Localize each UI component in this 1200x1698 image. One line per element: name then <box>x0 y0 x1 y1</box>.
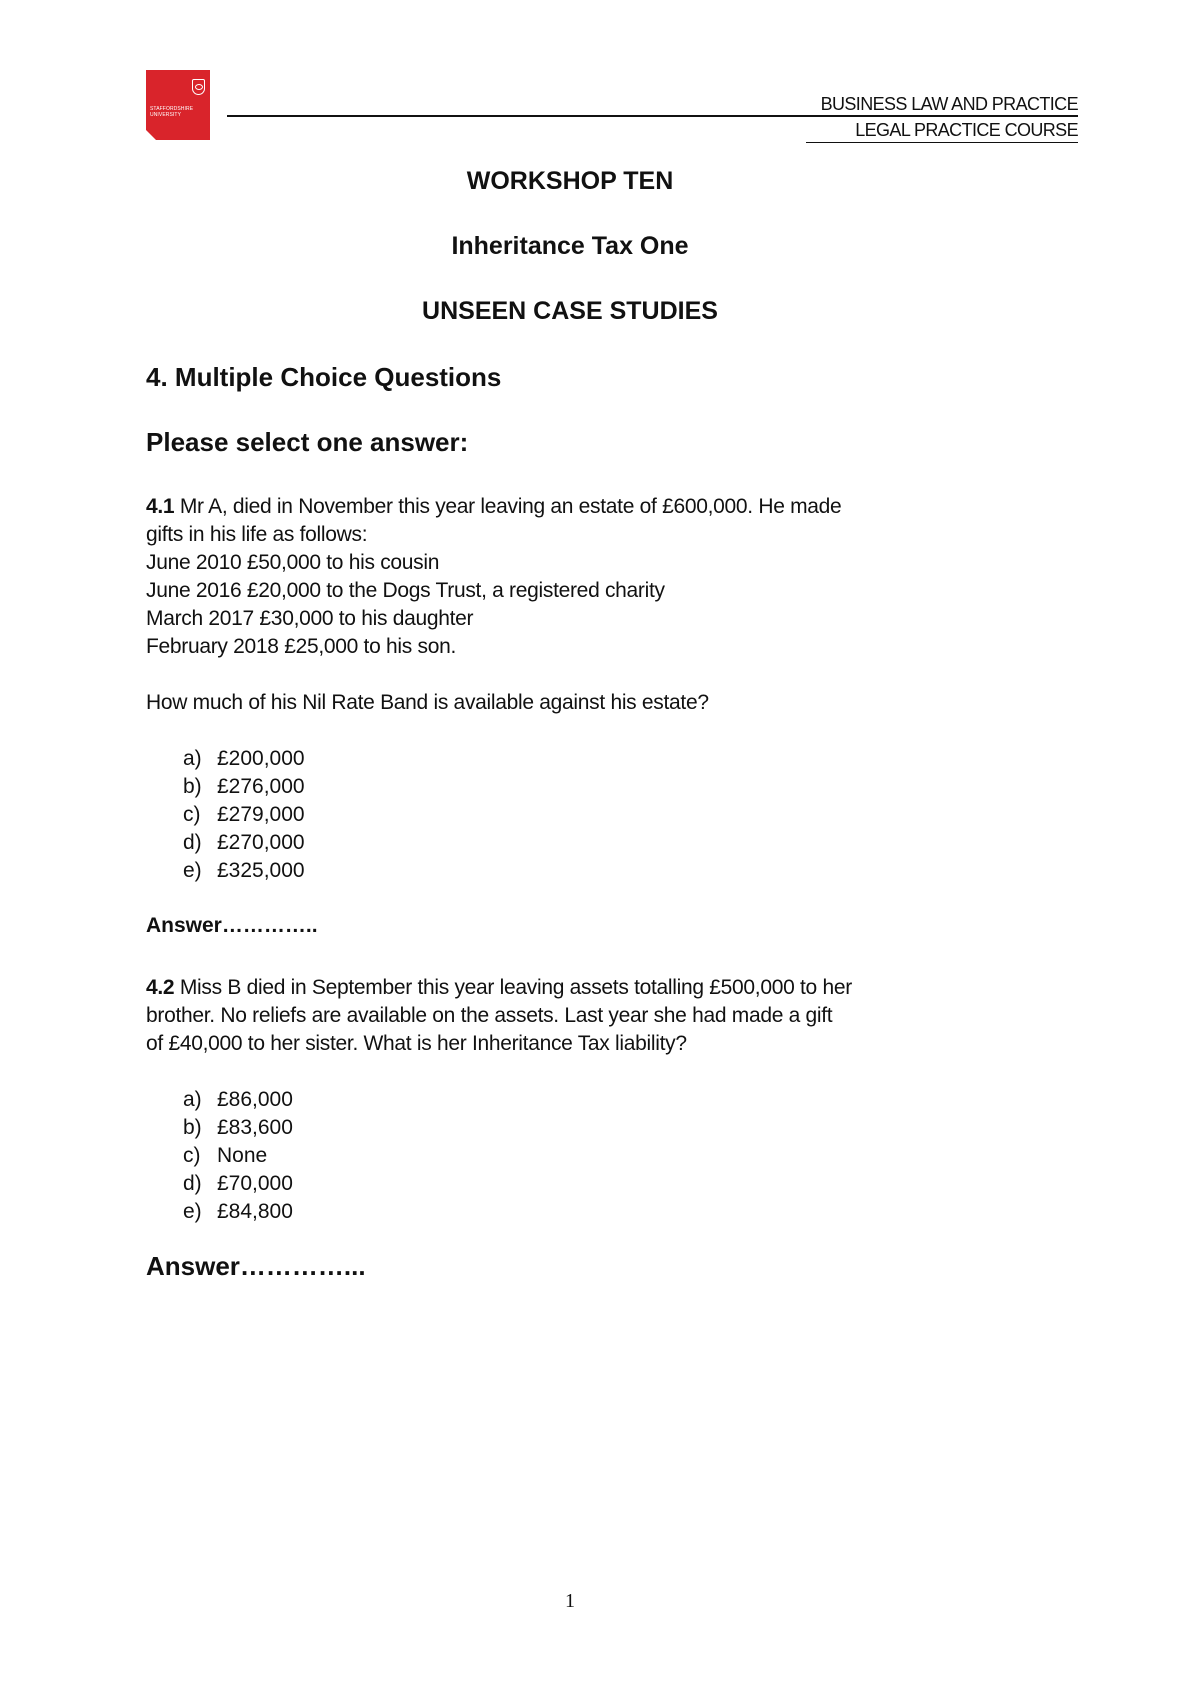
q1-question: How much of his Nil Rate Band is available against his estate? <box>146 691 709 714</box>
q2-line-1 <box>146 976 852 1000</box>
option-letter: d) <box>183 831 202 854</box>
university-logo <box>146 70 210 140</box>
option-letter: e) <box>183 1200 202 1223</box>
option-letter: c) <box>183 1144 201 1167</box>
q2-option-d[interactable] <box>183 1172 293 1196</box>
q1-option-b[interactable] <box>183 775 305 799</box>
q1-gift-4: February 2018 £25,000 to his son. <box>146 635 456 658</box>
option-letter: b) <box>183 775 202 798</box>
header-course-name: LEGAL PRACTICE COURSE <box>855 120 1078 140</box>
option-letter: d) <box>183 1172 202 1195</box>
topic-title: Inheritance Tax One <box>451 232 689 260</box>
option-text: £276,000 <box>217 775 305 798</box>
q1-answer-line[interactable]: Answer………….. <box>146 914 318 937</box>
q2-answer-line[interactable]: Answer…………... <box>146 1251 366 1281</box>
option-letter: e) <box>183 859 202 882</box>
crest-icon <box>192 79 205 95</box>
q1-line-2: gifts in his life as follows: <box>146 523 368 546</box>
subtitle: UNSEEN CASE STUDIES <box>422 297 718 325</box>
header-subrule <box>806 142 1078 143</box>
option-text: £84,800 <box>217 1200 293 1223</box>
option-letter: b) <box>183 1116 202 1139</box>
q1-option-a[interactable] <box>183 747 305 771</box>
page-number: 1 <box>565 1590 575 1612</box>
option-text: £325,000 <box>217 859 305 882</box>
option-letter: c) <box>183 803 201 826</box>
q1-line-1 <box>146 495 841 519</box>
logo-name <box>150 106 206 118</box>
option-text: £279,000 <box>217 803 305 826</box>
option-text: £270,000 <box>217 831 305 854</box>
q2-number: 4.2 <box>146 976 175 999</box>
q1-option-e[interactable] <box>183 859 305 883</box>
q2-option-c[interactable] <box>183 1144 267 1168</box>
q1-gift-1: June 2010 £50,000 to his cousin <box>146 551 440 574</box>
q2-line-3: of £40,000 to her sister. What is her Inheritance Tax liability? <box>146 1032 687 1055</box>
logo-name-line1: STAFFORDSHIRE <box>150 106 194 112</box>
option-text: £86,000 <box>217 1088 293 1111</box>
option-text: £200,000 <box>217 747 305 770</box>
q1-text-1: Mr A, died in November this year leaving an estate of £600,000. He made <box>179 495 842 518</box>
q2-option-e[interactable] <box>183 1200 293 1224</box>
option-text: £83,600 <box>217 1116 293 1139</box>
header-rule <box>227 115 1078 117</box>
q1-option-c[interactable] <box>183 803 305 827</box>
q2-option-a[interactable] <box>183 1088 293 1112</box>
q2-option-b[interactable] <box>183 1116 293 1140</box>
workshop-title: WORKSHOP TEN <box>466 167 674 195</box>
q1-gift-3: March 2017 £30,000 to his daughter <box>146 607 474 630</box>
section-heading: 4. Multiple Choice Questions <box>146 362 502 392</box>
q1-number: 4.1 <box>146 495 175 518</box>
option-text: None <box>217 1144 268 1167</box>
q1-gift-2: June 2016 £20,000 to the Dogs Trust, a registered charity <box>146 579 665 602</box>
instruction-heading: Please select one answer: <box>146 427 469 457</box>
option-letter: a) <box>183 747 202 770</box>
option-letter: a) <box>183 1088 202 1111</box>
q2-text-1: Miss B died in September this year leaving assets totalling £500,000 to her <box>179 976 852 999</box>
logo-name-line2: UNIVERSITY <box>150 112 182 118</box>
option-text: £70,000 <box>217 1172 293 1195</box>
header-course-area: BUSINESS LAW AND PRACTICE <box>820 94 1078 114</box>
q2-line-2: brother. No reliefs are available on the assets. Last year she had made a gift <box>146 1004 833 1027</box>
logo-corner-cut <box>146 130 156 140</box>
q1-option-d[interactable] <box>183 831 305 855</box>
